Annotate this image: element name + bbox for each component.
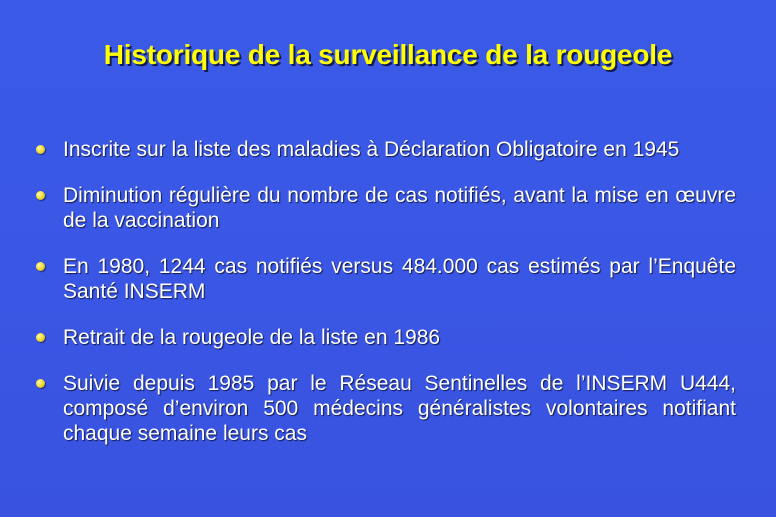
bullet-item [36, 325, 736, 350]
bullet-dot-icon [36, 145, 45, 154]
bullet-dot-icon [36, 262, 45, 271]
bullet-item [36, 254, 736, 304]
bullet-dot-icon [36, 191, 45, 200]
bullet-dot-icon [36, 333, 45, 342]
bullet-dot-icon [36, 379, 45, 388]
bullet-text: En 1980, 1244 cas notifiés versus 484.000 cas estimés par l’Enquête Santé INSERM [63, 255, 736, 303]
bullet-item [36, 183, 736, 233]
bullet-item [36, 371, 736, 446]
bullet-text: Suivie depuis 1985 par le Réseau Sentinelles de l’INSERM U444, composé d’environ 500 médecins généralistes volontaires notifiant chaque semaine leurs cas [63, 372, 736, 445]
bullet-text: Retrait de la rougeole de la liste en 1986 [63, 326, 441, 349]
bullet-item [36, 137, 736, 162]
bullet-list [36, 137, 736, 467]
slide-title: Historique de la surveillance de la rougeole [103, 39, 673, 70]
bullet-text: Diminution régulière du nombre de cas notifiés, avant la mise en œuvre de la vaccination [63, 184, 736, 232]
bullet-text: Inscrite sur la liste des maladies à Déclaration Obligatoire en 1945 [63, 138, 680, 161]
